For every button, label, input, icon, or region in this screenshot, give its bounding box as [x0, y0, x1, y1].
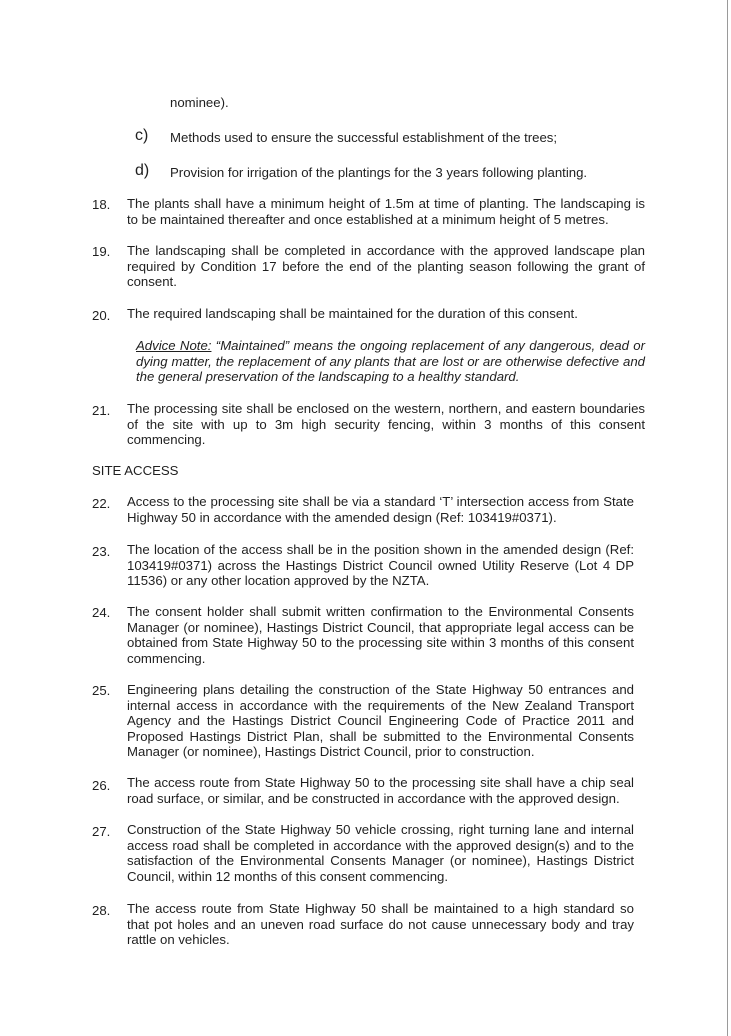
condition-number-28: 28. — [92, 903, 111, 918]
condition-number-27: 27. — [92, 824, 111, 839]
condition-text-19: The landscaping shall be completed in accordance with the approved landscape plan required by Condition 17 before the end of the planting season following the grant of consent. — [127, 243, 645, 290]
carryover-text: nominee). — [170, 95, 229, 110]
sub-item-text-d: Provision for irrigation of the plantings for the 3 years following planting. — [170, 165, 588, 180]
sub-item-text-c: Methods used to ensure the successful establishment of the trees; — [170, 130, 558, 145]
condition-text-20: The required landscaping shall be maintained for the duration of this consent. — [127, 306, 578, 321]
condition-number-20: 20. — [92, 308, 111, 323]
condition-text-24: The consent holder shall submit written confirmation to the Environmental Consents Manager (or nominee), Hastings District Council, that appropriate legal access can be obtained from State Highway 50 to the processing site within 3 months of this consent commencing. — [127, 604, 634, 666]
condition-number-26: 26. — [92, 778, 111, 793]
condition-number-18: 18. — [92, 197, 111, 212]
condition-text-23: The location of the access shall be in the position shown in the amended design (Ref: 103419#0371) across the Hastings District Council owned Utility Reserve (Lot 4 DP 11536) or any other location approved by the NZTA. — [127, 542, 634, 589]
condition-number-23: 23. — [92, 544, 111, 559]
advice-note — [136, 338, 645, 385]
advice-note-text: “Maintained” means the ongoing replacement of any dangerous, dead or dying matter, the replacement of any plants that are lost or are otherwise defective and the general preservation of the landscaping to a healthy standard. — [136, 338, 645, 385]
condition-number-24: 24. — [92, 605, 111, 620]
scan-edge-line — [727, 0, 728, 1036]
section-heading-site-access: SITE ACCESS — [92, 463, 179, 478]
condition-number-25: 25. — [92, 683, 111, 698]
condition-text-25: Engineering plans detailing the construction of the State Highway 50 entrances and internal access in accordance with the requirements of the New Zealand Transport Agency and the Hastings District Council Engineering Code of Practice 2011 and Proposed Hastings District Plan, shall be submitted to the Environmental Consents Manager (or nominee), Hastings District Council, prior to construction. — [127, 682, 634, 760]
sub-item-label-c: c) — [135, 127, 149, 144]
condition-text-28: The access route from State Highway 50 shall be maintained to a high standard so that pot holes and an uneven road surface do not cause unnecessary body and tray rattle on vehicles. — [127, 901, 634, 948]
condition-text-21: The processing site shall be enclosed on the western, northern, and eastern boundaries of the site with up to 3m high security fencing, within 3 months of this consent commencing. — [127, 401, 645, 448]
condition-text-27: Construction of the State Highway 50 vehicle crossing, right turning lane and internal access road shall be completed in accordance with the approved design(s) and to the satisfaction of the Environmental Consents Manager (or nominee), Hastings District Council, within 12 months of this consent commencing. — [127, 822, 634, 884]
condition-number-19: 19. — [92, 244, 111, 259]
condition-text-26: The access route from State Highway 50 to the processing site shall have a chip seal road surface, or similar, and be constructed in accordance with the approved design. — [127, 775, 634, 806]
condition-number-22: 22. — [92, 496, 111, 511]
advice-note-label: Advice Note: — [136, 338, 212, 353]
sub-item-label-d: d) — [135, 162, 150, 179]
condition-number-21: 21. — [92, 403, 111, 418]
condition-text-18: The plants shall have a minimum height of 1.5m at time of planting. The landscaping is to be maintained thereafter and once established at a minimum height of 5 metres. — [127, 196, 645, 227]
condition-text-22: Access to the processing site shall be via a standard ‘T’ intersection access from State Highway 50 in accordance with the amended design (Ref: 103419#0371). — [127, 494, 634, 525]
